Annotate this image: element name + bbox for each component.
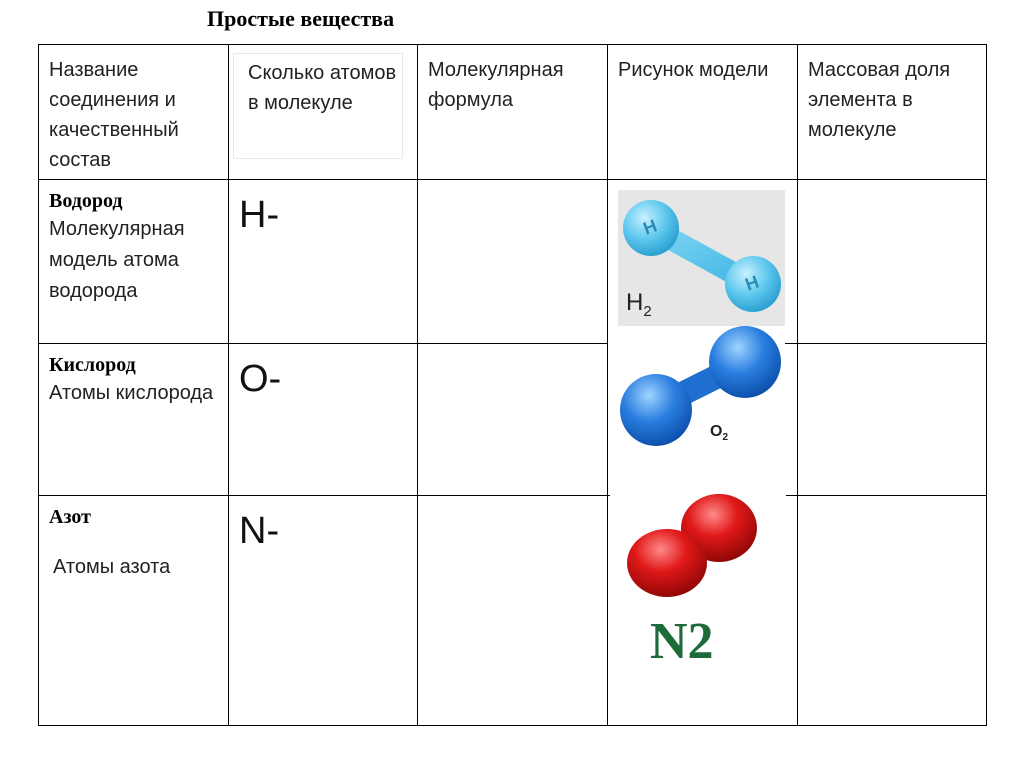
header-row [39, 45, 987, 180]
element-symbol: N- [239, 510, 280, 552]
element-symbol: H- [239, 194, 280, 236]
atoms-cell [229, 180, 418, 344]
element-description: Молекулярная модель атома водорода [49, 218, 185, 302]
mass-cell [798, 344, 987, 496]
formula-cell [418, 496, 608, 726]
atom-label: H [640, 215, 660, 239]
hydrogen-molecule-model [618, 190, 785, 326]
molecule-formula-label: $H_2$ [626, 289, 652, 320]
header-cell-atoms [229, 45, 418, 180]
header-cell-mass [798, 45, 987, 180]
molecule-formula-label: N2 [650, 613, 714, 670]
table-row [39, 496, 987, 726]
substances-table [38, 44, 987, 726]
element-description: Атомы азота [53, 556, 171, 578]
atoms-cell [229, 496, 418, 726]
header-mass: Массовая доля элемента в молекуле [808, 59, 951, 141]
model-cell [608, 344, 798, 496]
header-atoms: Сколько атомов в молекуле [233, 53, 403, 159]
element-cell [39, 344, 229, 496]
oxygen-molecule-model [608, 326, 785, 453]
page-title: Простые вещества [207, 6, 395, 31]
header-model: Рисунок модели [618, 59, 769, 81]
model-cell [608, 180, 798, 344]
element-name: Кислород [49, 354, 136, 376]
element-cell [39, 496, 229, 726]
table-row [39, 344, 987, 496]
nitrogen-molecule-model [610, 486, 786, 676]
element-symbol: O- [239, 358, 282, 400]
header-formula: Молекулярная формула [428, 59, 564, 111]
header-cell-name [39, 45, 229, 180]
formula-cell [418, 344, 608, 496]
atom-label: H [742, 271, 762, 295]
formula-cell [418, 180, 608, 344]
header-cell-formula [418, 45, 608, 180]
atom-sphere [627, 529, 707, 597]
molecule-formula-label: $O_2$ [710, 423, 729, 443]
atoms-cell [229, 344, 418, 496]
element-cell [39, 180, 229, 344]
mass-cell [798, 180, 987, 344]
atom-sphere [709, 326, 781, 398]
header-name: Название соединения и качественный состав [49, 59, 179, 171]
model-cell [608, 496, 798, 726]
element-description: Атомы кислорода [49, 382, 214, 404]
atom-sphere [620, 374, 692, 446]
element-name: Азот [49, 506, 91, 528]
table-row [39, 180, 987, 344]
element-name: Водород [49, 190, 123, 212]
header-cell-model [608, 45, 798, 180]
mass-cell [798, 496, 987, 726]
